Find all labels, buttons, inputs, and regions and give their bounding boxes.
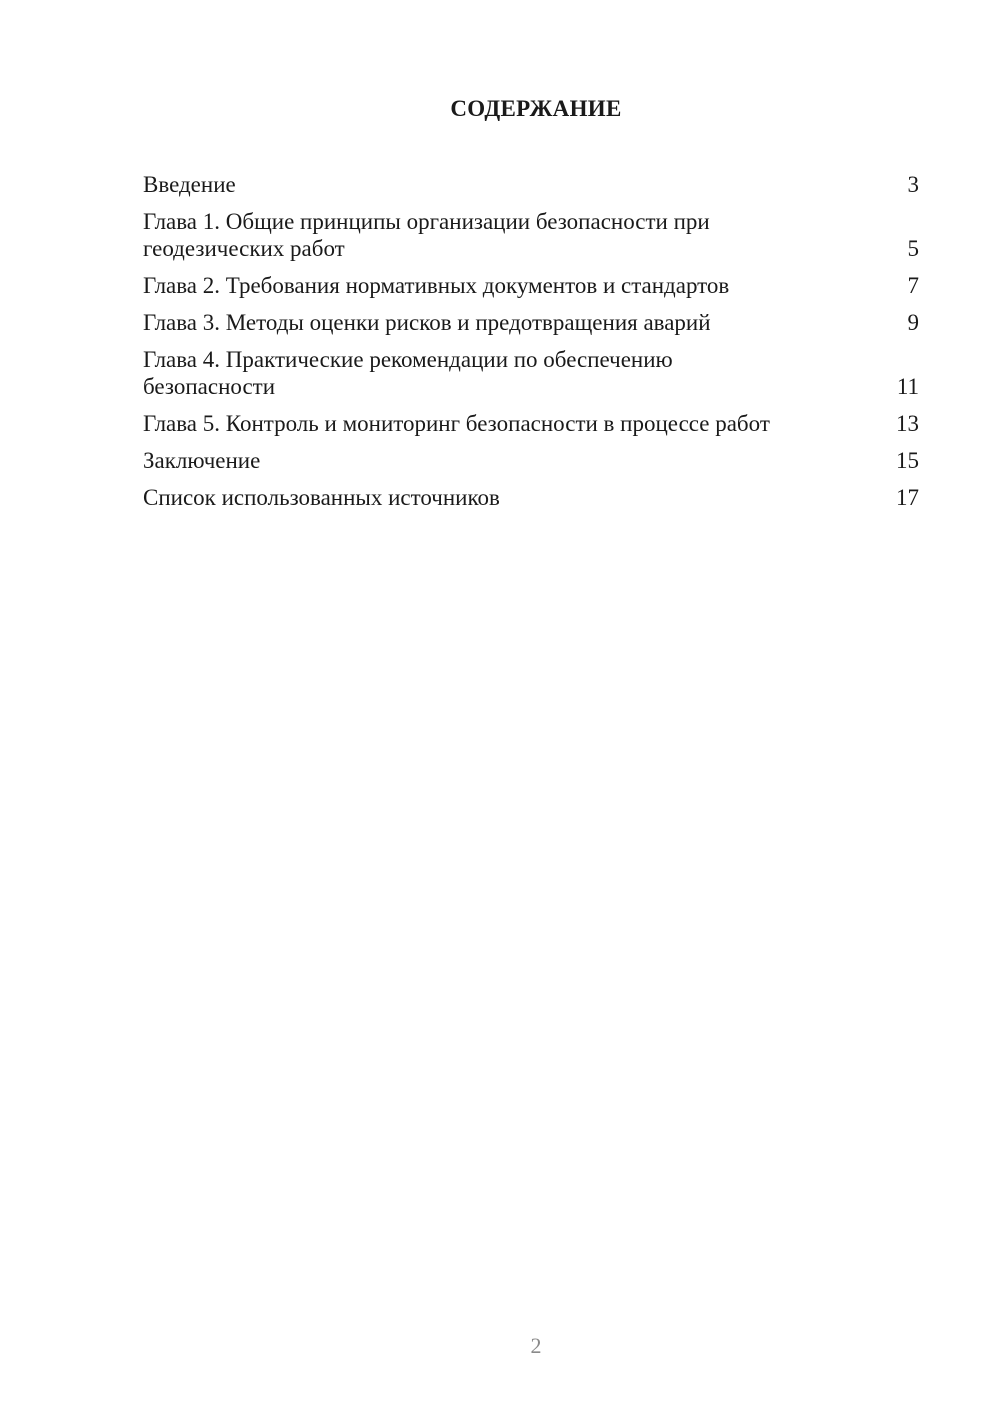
toc-entry-text: Глава 4. Практические рекомендации по обеспечению безопасности	[143, 347, 673, 399]
toc-entry-chapter-4	[143, 346, 919, 400]
toc-entry-references	[143, 484, 919, 511]
toc-entry-introduction	[143, 171, 919, 198]
toc-entry-page: 5	[907, 236, 919, 261]
toc-entry-text: Список использованных источников	[143, 485, 500, 510]
toc-entry-page: 3	[907, 172, 919, 197]
toc-entry-text: Глава 5. Контроль и мониторинг безопасности в процессе работ	[143, 411, 770, 436]
toc-entry-page: 13	[896, 411, 919, 436]
toc-entry-page: 15	[896, 448, 919, 473]
toc-entry-text: Глава 3. Методы оценки рисков и предотвращения аварий	[143, 310, 711, 335]
toc-entry-page: 7	[907, 273, 919, 298]
toc-entry-chapter-5	[143, 410, 919, 437]
toc-entry-page: 11	[896, 374, 919, 399]
table-of-contents	[143, 171, 919, 521]
toc-entry-text: Введение	[143, 172, 236, 197]
toc-entry-page: 17	[896, 485, 919, 510]
toc-entry-page: 9	[907, 310, 919, 335]
page-number: 2	[530, 1333, 542, 1358]
toc-entry-text: Глава 1. Общие принципы организации безопасности при геодезических работ	[143, 209, 710, 261]
toc-entry-chapter-3	[143, 309, 919, 336]
toc-entry-text: Заключение	[143, 448, 261, 473]
toc-entry-chapter-1	[143, 208, 919, 262]
toc-entry-conclusion	[143, 447, 919, 474]
toc-entry-text: Глава 2. Требования нормативных документов и стандартов	[143, 273, 730, 298]
toc-entry-chapter-2	[143, 272, 919, 299]
page-title: СОДЕРЖАНИЕ	[450, 96, 622, 121]
